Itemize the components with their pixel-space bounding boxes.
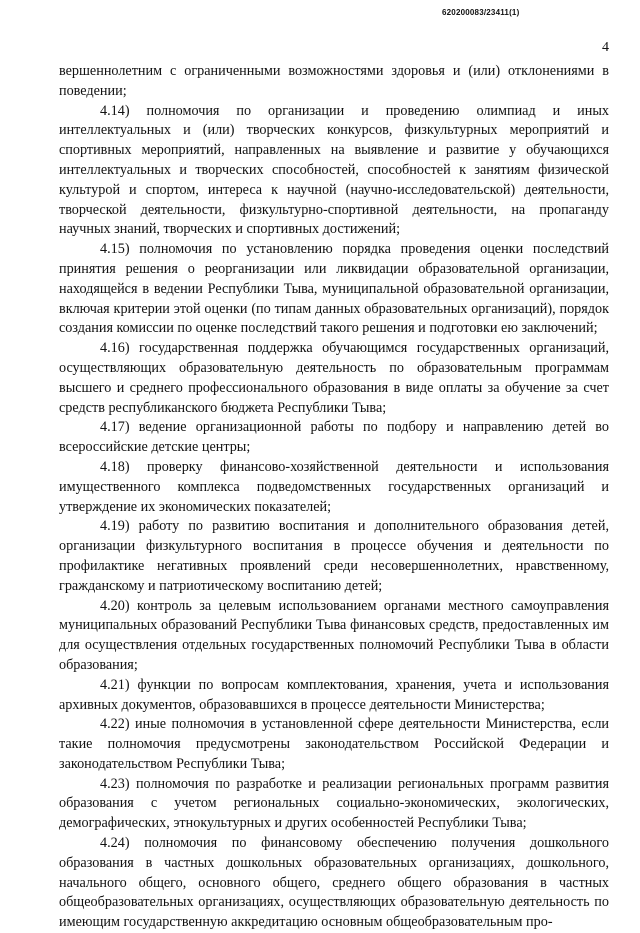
paragraph-continuation: вершеннолетним с ограниченными возможностями здоровья и (или) отклонениями в поведении; [59, 63, 609, 99]
page-number: 4 [602, 40, 609, 55]
paragraph-4-21: 4.21) функции по вопросам комплектования, хранения, учета и использования архивных документов, образовавшихся в процессе деятельности Министерства; [59, 676, 609, 713]
paragraph-4-16: 4.16) государственная поддержка обучающимся государственных организаций, осуществляющих образовательную деятельность по образовательным программам высшего и среднего профессионального образования в виде оплаты за обучение за счет средств республиканского бюджета Республики Тыва; [59, 340, 609, 416]
document-id: 620200083/23411(1) [442, 8, 520, 17]
paragraph-4-14: 4.14) полномочия по организации и проведению олимпиад и иных интеллектуальных и (или) творческих конкурсов, физкультурных мероприятий и спортивных мероприятий, направленных на выявление и развитие у обучающихся интеллектуальных и творческих способностей, способностей к занятиям физической культурой и спортом, интереса к научной (научно-исследовательской) деятельности, творческой деятельности, физкультурно-спортивной деятельности, на пропаганду научных знаний, творческих и спортивных достижений; [59, 102, 609, 238]
paragraph-4-23: 4.23) полномочия по разработке и реализации региональных программ развития образования с учетом региональных социально-экономических, экологических, демографических, этнокультурных и других особенностей Республики Тыва; [59, 775, 609, 832]
paragraph-4-22: 4.22) иные полномочия в установленной сфере деятельности Министерства, если такие полномочия предусмотрены законодательством Российской Федерации и законодательством Республики Тыва; [59, 716, 609, 772]
document-body [59, 62, 609, 933]
paragraph-4-24: 4.24) полномочия по финансовому обеспечению получения дошкольного образования в частных дошкольных образовательных организациях, дошкольного, начального общего, основного общего, среднего общего образования в частных общеобразовательных организациях, осуществляющих образовательную деятельность по имеющим государственную аккредитацию основным общеобразовательным про- [59, 835, 609, 931]
paragraph-4-15: 4.15) полномочия по установлению порядка проведения оценки последствий принятия решения о реорганизации или ликвидации образовательной организации, находящейся в ведении Республики Тыва, муниципальной образовательной организации, включая критерии этой оценки (по типам данных образовательных организаций), порядок создания комиссии по оценке последствий такого решения и подготовки ею заключений; [59, 241, 609, 337]
paragraph-4-19: 4.19) работу по развитию воспитания и дополнительного образования детей, организации физкультурного воспитания в процессе обучения и деятельности по профилактике негативных проявлений среди несовершеннолетних, нравственному, гражданскому и патриотическому воспитанию детей; [59, 518, 609, 594]
paragraph-4-17: 4.17) ведение организационной работы по подбору и направлению детей во всероссийские детские центры; [59, 419, 609, 456]
paragraph-4-18: 4.18) проверку финансово-хозяйственной деятельности и использования имущественного комплекса подведомственных государственных организаций и утверждение их экономических показателей; [59, 458, 609, 515]
paragraph-4-20: 4.20) контроль за целевым использованием органами местного самоуправления муниципальных образований Республики Тыва финансовых средств, предоставленных им для осуществления отдельных государственных полномочий Республики Тыва в области образования; [59, 597, 609, 673]
